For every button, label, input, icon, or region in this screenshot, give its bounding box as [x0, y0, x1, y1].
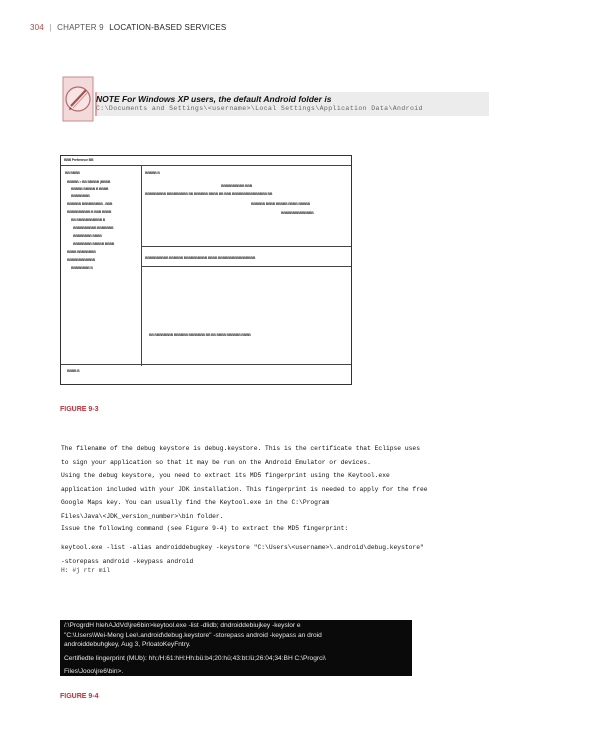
- right-pane-title: BBBBB B: [145, 171, 160, 175]
- section-divider: [141, 246, 351, 247]
- body-line: Google Maps key. You can usually find the Keytool.exe in the C:\Program: [61, 499, 330, 506]
- body-line: Using the debug keystore, you need to extract its MD5 fingerprint using the Keytool.exe: [61, 472, 390, 479]
- tree-item[interactable]: BB BBBBBBBBBBB B: [71, 218, 106, 222]
- command-block: [61, 542, 424, 575]
- figure-console-window: [60, 620, 412, 676]
- command-intro: Issue the following command (see Figure 9-4) to extract the MD5 fingerprint:: [61, 525, 349, 532]
- console-line: androiddebuhgkey, Aug 3, PrloatoKeyFntry.: [64, 641, 191, 649]
- body-line: The filename of the debug keystore is debug.keystore. This is the certificate that Eclipse uses: [61, 445, 420, 452]
- body-line: application included with your JDK installation. This fingerprint is needed to apply for the free: [61, 485, 428, 493]
- chapter-title: LOCATION-BASED SERVICES: [109, 23, 227, 32]
- console-line: Files\Jooo\jre6\bin>.: [64, 668, 124, 676]
- title-divider: [61, 165, 351, 166]
- tree-item[interactable]: BBBBBB BBBBBBBBB - BBB: [67, 202, 113, 206]
- console-line: "C:\Users\Wei-Meng Lee\.android\debug.keystore" -storepass android -keypass an droid: [64, 631, 322, 639]
- dialog-title: BBB Preference BB: [64, 158, 94, 162]
- tree-item[interactable]: BBBBB BBBBB B BBBB: [71, 187, 109, 191]
- console-line: /:\ProgrdH hlehAJdVd\jre6bin>keytool.exe -list -dlidb; dndroiddebiujkey -keyslor e: [64, 622, 301, 629]
- body-line: to sign your application so that it may be run on the Android Emulator or devices.: [61, 458, 371, 466]
- tree-item[interactable]: BBBBBBBBBB B BBB BBBB: [67, 210, 112, 214]
- right-text: BBBBBBBBBBBBBB: [281, 211, 314, 215]
- note-pencil-icon: [61, 75, 99, 123]
- figure-9-4-caption: FIGURE 9-4: [60, 693, 99, 700]
- chapter-label: CHAPTER 9: [57, 23, 104, 32]
- left-pane-title: BB BBBB: [65, 171, 80, 175]
- tree-item[interactable]: BBBBB > BB BBBBB (BBBB: [67, 180, 111, 184]
- header-separator: |: [49, 23, 52, 32]
- tree-item[interactable]: BBBBBBBB BBBBB BBBB: [73, 242, 115, 246]
- tree-item[interactable]: BBBBBBBBBBBB: [67, 258, 95, 262]
- section-divider: [141, 266, 351, 267]
- tree-item[interactable]: BBBBBBBBBB BBBBBBB: [73, 226, 114, 230]
- command-line: -storepass android -keypass android: [61, 558, 194, 565]
- right-mid-text: BBBBBBBBBB BBBBBB BBBBBBBBBB BBBB BBBBBBBBBBBBBBBB: [145, 256, 256, 260]
- figure-9-3-caption: FIGURE 9-3: [60, 406, 99, 413]
- footer-divider: [61, 364, 351, 365]
- page-number: 304: [30, 23, 44, 32]
- right-text: BBBBBBBBBB BBB: [221, 184, 253, 188]
- right-lower-text: BB BBBBBBBB BBBBBB BBBBBBB BB BB BBBB BBBBBB BBBB: [149, 333, 251, 337]
- body-text: [61, 442, 531, 534]
- command-line: keytool.exe -list -alias androiddebugkey -keystore "C:\Users\<username>\.android\debug.keystore": [61, 544, 424, 551]
- note-path: C:\Documents and Settings\<username>\Local Settings\Application Data\Android: [96, 105, 423, 112]
- tree-item[interactable]: BBBBBBBB B: [71, 266, 93, 270]
- body-line: Files\Java\<JDK_version_number>\bin folder.: [61, 512, 224, 520]
- running-header: [30, 23, 226, 32]
- tree-item[interactable]: BBBBBBBB: [71, 194, 90, 198]
- figure-preferences-dialog: [60, 155, 352, 385]
- console-line: Certifiedte lingerprint (MUb): hh;/H:61:hH:Hh:bü:b4;20:hü;43:bt:lü;26:04;34:BH C:\Progrci\: [64, 654, 326, 662]
- tree-item[interactable]: BBBBBBBB BBBB: [73, 234, 102, 238]
- right-text: BBBBBBBBB BBBBBBBBB BB BBBBBB BBBB BB BBB BBBBBBBBBBBBBBB BB: [145, 192, 273, 196]
- command-line: H: #j rtr mil: [61, 567, 111, 574]
- note-title: NOTE For Windows XP users, the default Android folder is: [96, 94, 332, 104]
- right-text: BBBBBB BBBB BBBBB BBBB BBBBB: [251, 202, 310, 206]
- tree-item[interactable]: BBBB BBBBBBBB: [67, 250, 96, 254]
- bottom-button[interactable]: BBBB B: [67, 369, 80, 373]
